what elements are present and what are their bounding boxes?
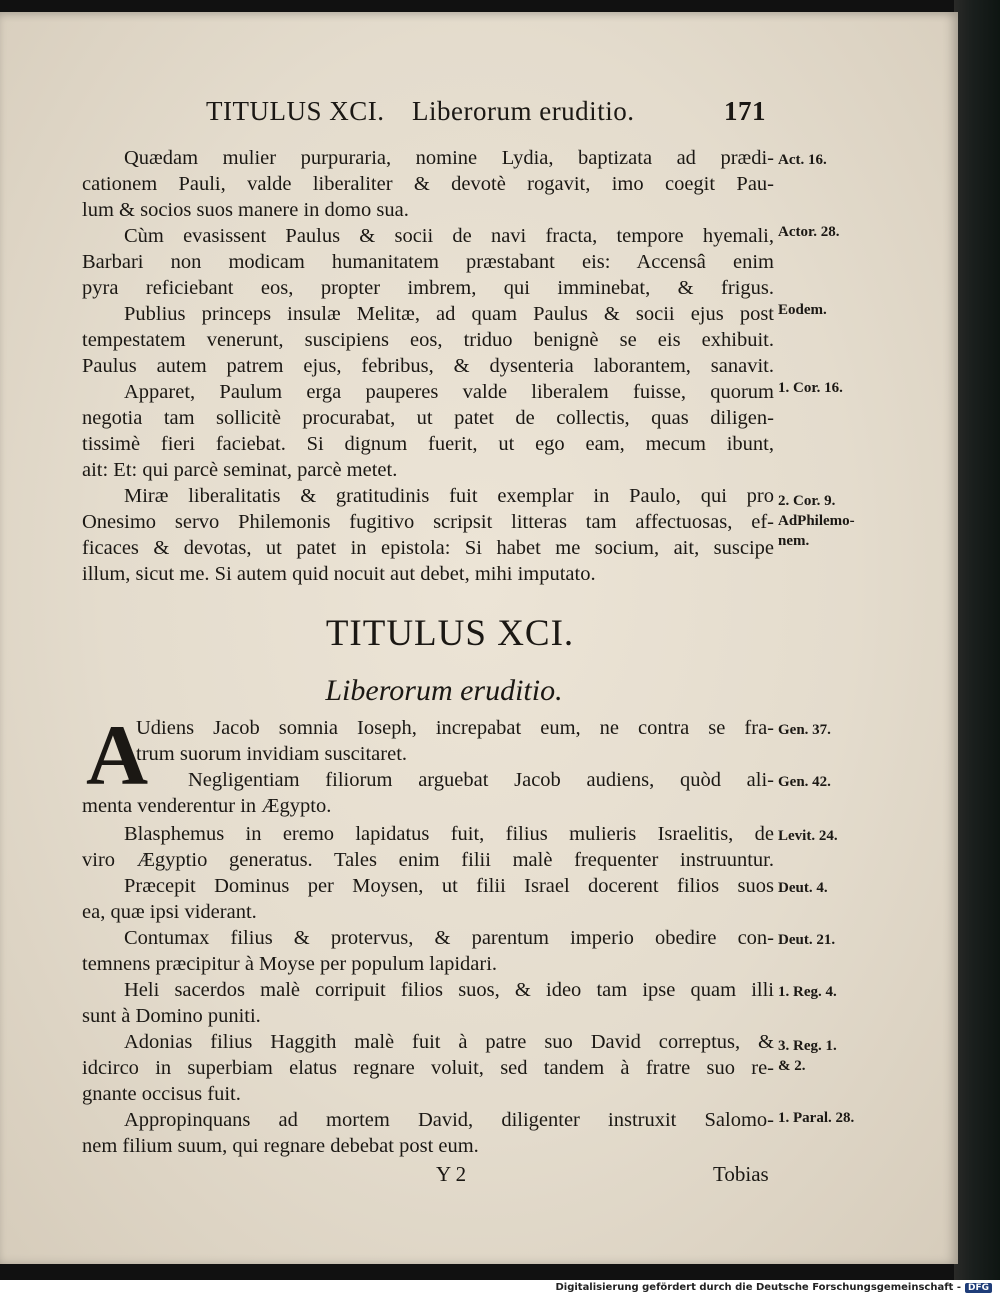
margin-reference: Levit. 24. bbox=[778, 828, 838, 844]
section-subtitle: Liberorum eruditio. bbox=[325, 674, 563, 707]
text-line: Adonias filius Haggith malè fuit à patre suo David correptus, & bbox=[124, 1031, 774, 1053]
margin-reference: 1. Paral. 28. bbox=[778, 1110, 855, 1126]
text-line: idcirco in superbiam elatus regnare voluit, sed tandem à fratre suo re- bbox=[82, 1057, 774, 1079]
text-line: menta venderentur in Ægypto. bbox=[82, 795, 332, 817]
text-line: tissimè fieri faciebat. Si dignum fuerit, ut ego eam, mecum ibunt, bbox=[82, 433, 774, 455]
text-line: Barbari non modicam humanitatem præstabant eis: Accensâ enim bbox=[82, 251, 774, 273]
credit-text: Digitalisierung gefördert durch die Deutsche Forschungsgemeinschaft - bbox=[555, 1282, 961, 1293]
text-line: trum suorum invidiam suscitaret. bbox=[136, 743, 408, 765]
text-line: Negligentiam filiorum arguebat Jacob audiens, quòd ali- bbox=[188, 769, 774, 791]
header-subtitle: Liberorum eruditio. bbox=[412, 96, 635, 126]
text-line: pyra reficiebant eos, propter imbrem, qui imminebat, & frigus. bbox=[82, 277, 774, 299]
text-line: Cùm evasissent Paulus & socii de navi fracta, tempore hyemali, bbox=[124, 225, 774, 247]
text-line: cationem Pauli, valde liberaliter & devotè rogavit, imo coegit Pau- bbox=[82, 173, 774, 195]
margin-reference: 2. Cor. 9. bbox=[778, 493, 836, 509]
catchword: Tobias bbox=[713, 1162, 769, 1186]
text-line: ait: Et: qui parcè seminat, parcè metet. bbox=[82, 459, 398, 481]
margin-reference: Eodem. bbox=[778, 302, 827, 318]
margin-reference: 1. Reg. 4. bbox=[778, 984, 837, 1000]
text-line: temnens præcipitur à Moyse per populum lapidari. bbox=[82, 953, 498, 975]
digitization-credit bbox=[555, 1282, 992, 1293]
book-page bbox=[0, 12, 958, 1264]
margin-reference: Actor. 28. bbox=[778, 224, 840, 240]
text-line: Appropinquans ad mortem David, diligenter instruxit Salomo- bbox=[124, 1109, 774, 1131]
running-header bbox=[0, 96, 958, 136]
margin-reference: Deut. 4. bbox=[778, 880, 828, 896]
text-line: Contumax filius & protervus, & parentum imperio obedire con- bbox=[124, 927, 774, 949]
text-line: Quædam mulier purpuraria, nomine Lydia, baptizata ad prædi- bbox=[124, 147, 774, 169]
text-line: Heli sacerdos malè corripuit filios suos, & ideo tam ipse quam illi bbox=[124, 979, 774, 1001]
section-title: TITULUS XCI. bbox=[325, 613, 575, 654]
text-line: Onesimo servo Philemonis fugitivo scripsit litteras tam affectuosas, ef- bbox=[82, 511, 774, 533]
drop-cap: A bbox=[86, 707, 149, 803]
text-line: ficaces & devotas, ut patet in epistola: Si habet me socium, ait, suscipe bbox=[82, 537, 774, 559]
text-line: illum, sicut me. Si autem quid nocuit aut debet, mihi imputato. bbox=[82, 563, 596, 585]
margin-reference: Deut. 21. bbox=[778, 932, 836, 948]
text-line: Præcepit Dominus per Moysen, ut filii Israel docerent filios suos bbox=[124, 875, 774, 897]
text-line: nem filium suum, qui regnare debebat post eum. bbox=[82, 1135, 479, 1157]
margin-reference: 3. Reg. 1. bbox=[778, 1038, 837, 1054]
text-line: negotia tam sollicitè procurabat, ut patet de collectis, quas diligen- bbox=[82, 407, 774, 429]
signature-mark: Y 2 bbox=[436, 1162, 467, 1186]
header-title: TITULUS XCI. bbox=[206, 96, 385, 126]
text-line: lum & socios suos manere in domo sua. bbox=[82, 199, 409, 221]
margin-reference: nem. bbox=[778, 533, 810, 549]
margin-reference: AdPhilemo- bbox=[778, 513, 855, 529]
dfg-logo: DFG bbox=[965, 1283, 992, 1293]
text-line: Paulus autem patrem ejus, febribus, & dysenteria laborantem, sanavit. bbox=[82, 355, 774, 377]
text-line: Udiens Jacob somnia Ioseph, increpabat eum, ne contra se fra- bbox=[136, 717, 774, 739]
text-line: ea, quæ ipsi viderant. bbox=[82, 901, 257, 923]
text-line: gnante occisus fuit. bbox=[82, 1083, 241, 1105]
text-line: Miræ liberalitatis & gratitudinis fuit exemplar in Paulo, qui pro bbox=[124, 485, 774, 507]
page-number: 171 bbox=[724, 96, 766, 126]
text-line: Apparet, Paulum erga pauperes valde liberalem fuisse, quorum bbox=[124, 381, 774, 403]
margin-reference: 1. Cor. 16. bbox=[778, 380, 843, 396]
margin-reference: & 2. bbox=[778, 1058, 806, 1074]
margin-reference: Act. 16. bbox=[778, 152, 827, 168]
margin-reference: Gen. 37. bbox=[778, 722, 831, 738]
text-line: sunt à Domino puniti. bbox=[82, 1005, 261, 1027]
text-line: Blasphemus in eremo lapidatus fuit, filius mulieris Israelitis, de bbox=[124, 823, 774, 845]
book-spine bbox=[954, 0, 1000, 1280]
text-line: tempestatem venerunt, suscipiens eos, triduo benignè se eis exhibuit. bbox=[82, 329, 774, 351]
text-line: Publius princeps insulæ Melitæ, ad quam Paulus & socii ejus post bbox=[124, 303, 774, 325]
margin-reference: Gen. 42. bbox=[778, 774, 831, 790]
text-line: viro Ægyptio generatus. Tales enim filii malè frequenter instruuntur. bbox=[82, 849, 774, 871]
